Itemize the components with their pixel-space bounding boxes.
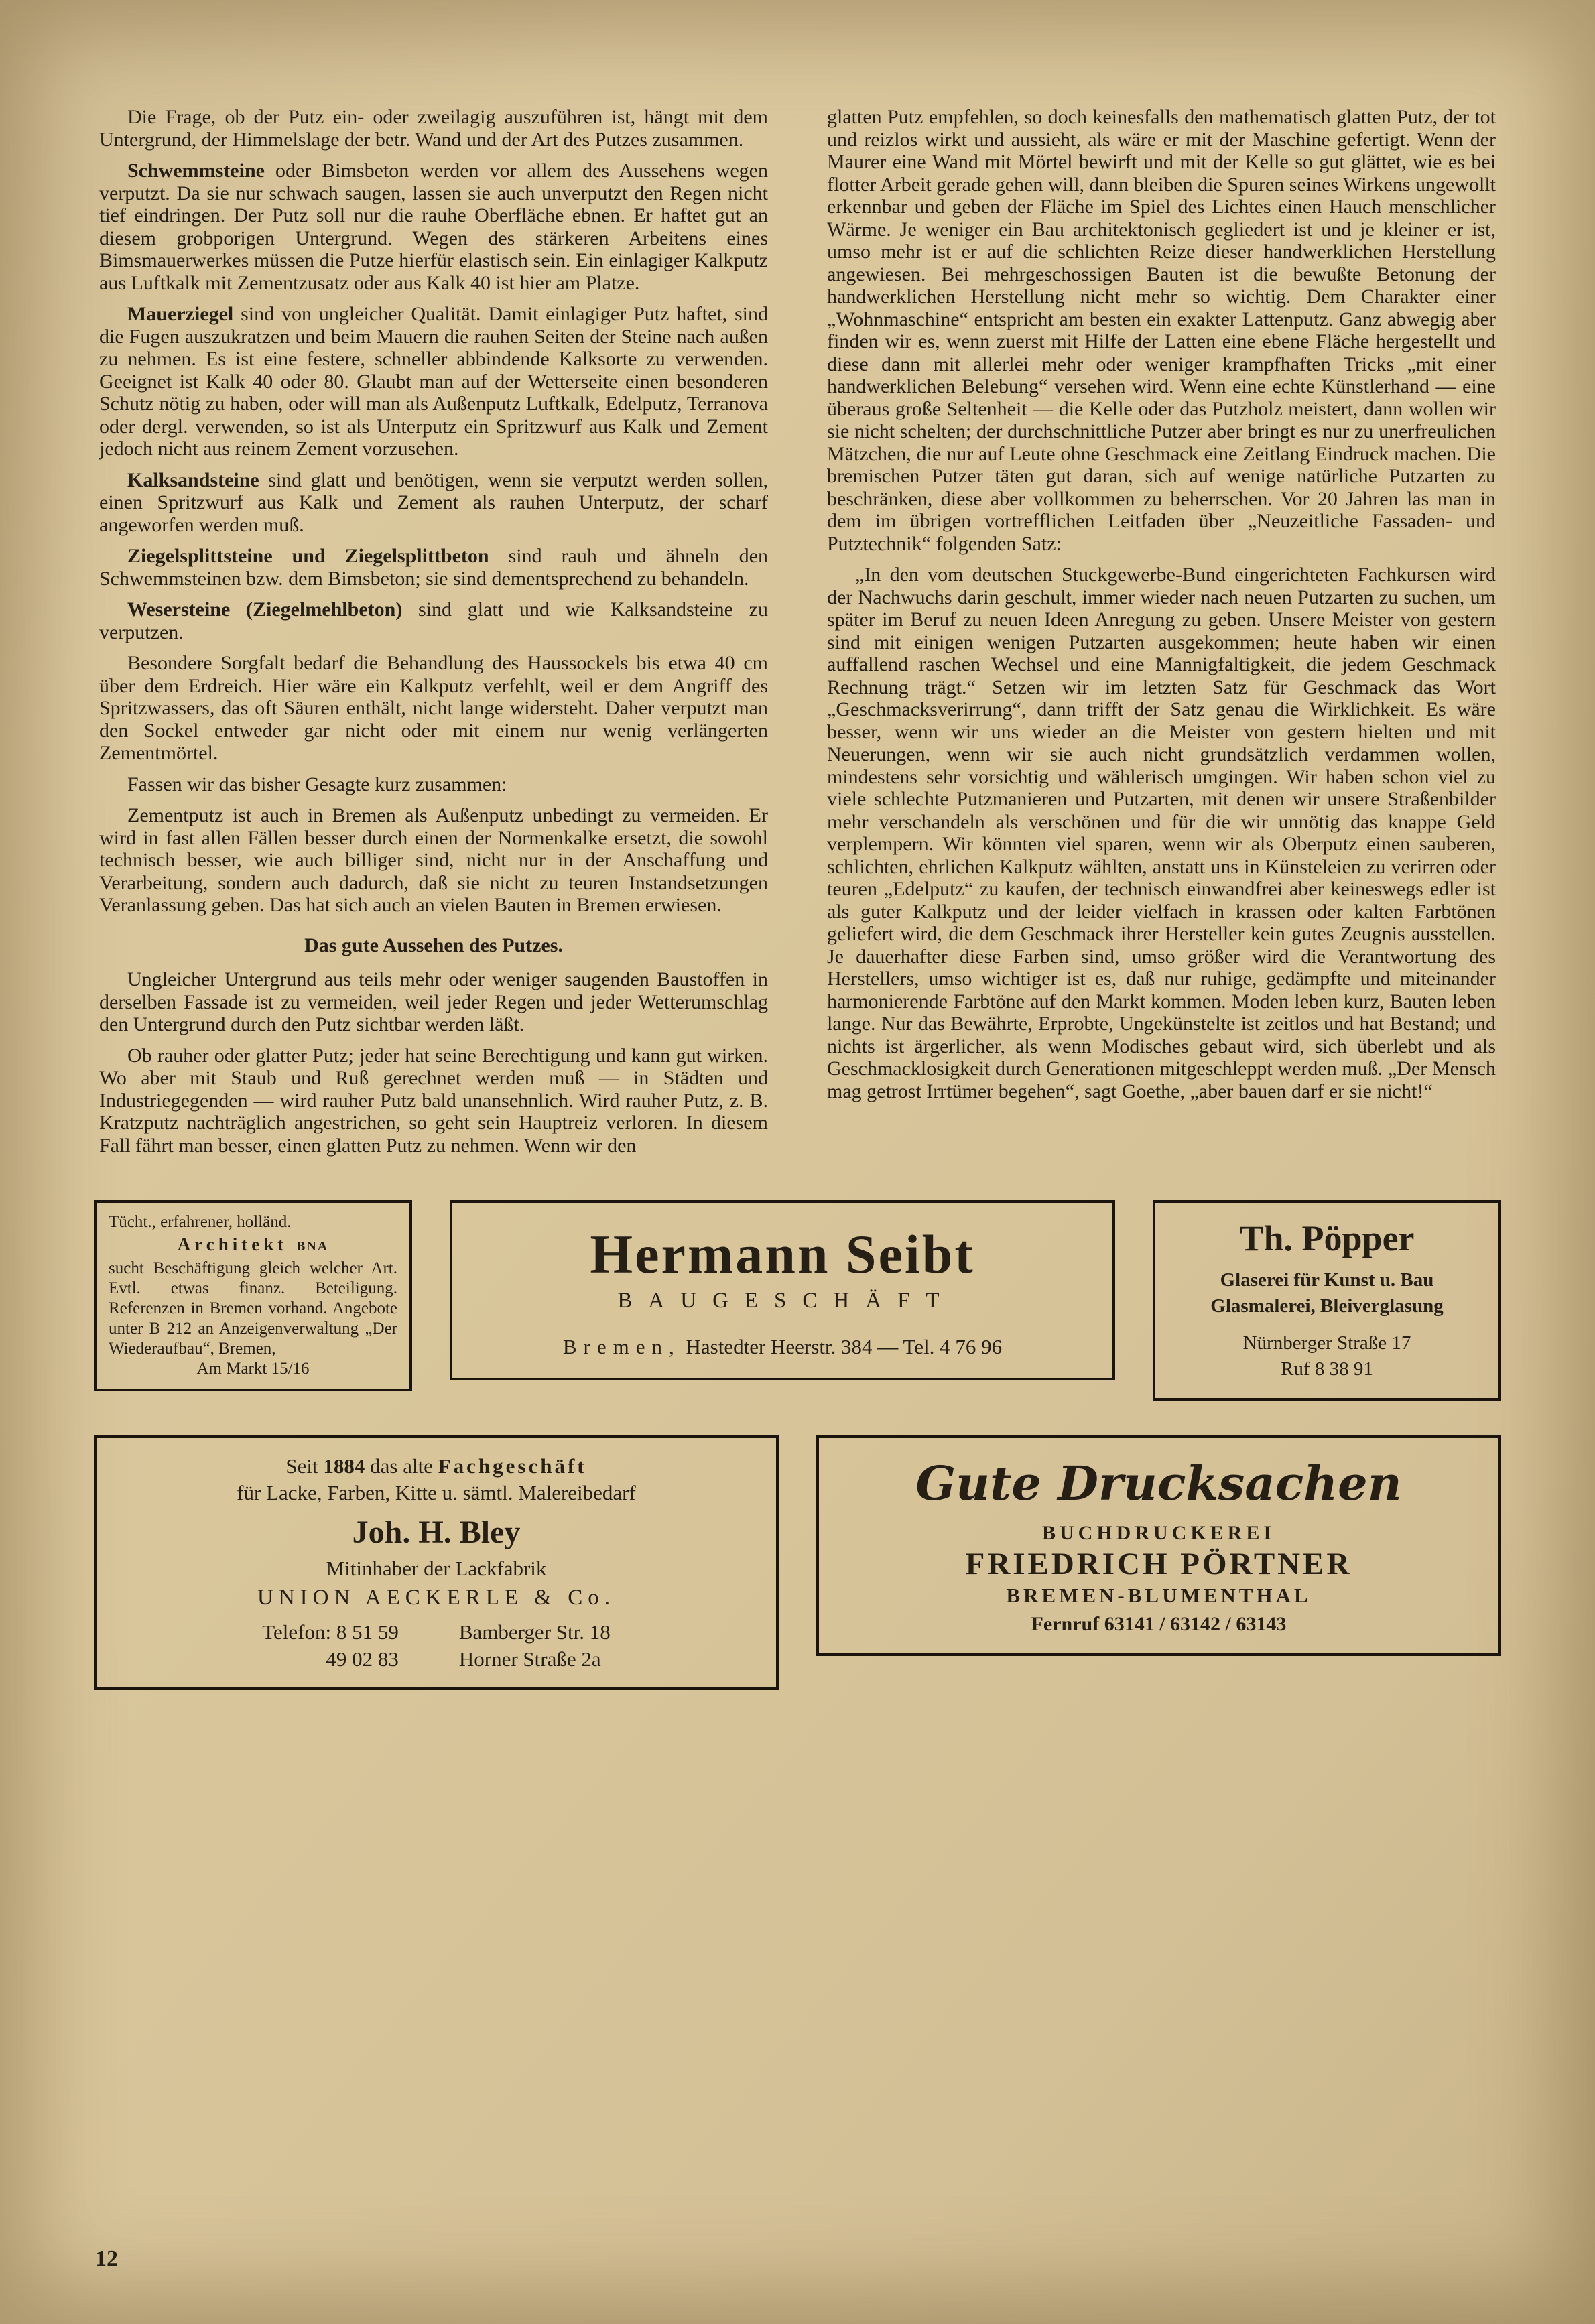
- paragraph: [99, 159, 768, 294]
- ad-bley-addresses: [459, 1619, 611, 1673]
- ad-architekt-last-line: Am Markt 15/16: [196, 1360, 310, 1378]
- paragraph: [99, 545, 768, 590]
- ad-architekt-body: sucht Beschäftigung gleich welcher Art. Evtl. etwas finanz. Beteiligung. Referenzen in Bremen vorhand. Angebote unter B 212 an Anzeigenverwaltung „Der Wiederaufbau“, Bremen,: [109, 1259, 397, 1358]
- paragraph-lead: Ziegelsplittsteine und Ziegelsplittbeton: [127, 545, 489, 567]
- ad-th-poepper: [1153, 1200, 1501, 1401]
- ad-seibt-name: Hermann Seibt: [590, 1224, 975, 1285]
- paragraph-text: Zementputz ist auch in Bremen als Außenputz unbedingt zu vermeiden. Er wird in fast allen Fällen besser durch einen der Normenkalke ersetzt, die sowohl technisch besser, wie auch billiger sind, nicht nur in der Anschaffung und Verarbeitung, sondern auch dadurch, daß sie nicht zu teuren Instandsetzungen Veranlassung geben. Das hat sich auch an vielen Bauten in Bremen erwiesen.: [99, 804, 768, 916]
- paragraph-text: Besondere Sorgfalt bedarf die Behandlung des Haussockels bis etwa 40 cm über dem Erdreich. Hier wäre ein Kalkputz verfehlt, weil er dem Angriff des Spritzwassers, das oft Säuren enthält, nicht lange widersteht. Daher verputzt man den Sockel entweder gar nicht oder mit einem nur wenig verlängerten Zementmörtel.: [99, 652, 768, 764]
- ad-bley-addr1: Bamberger Str. 18: [458, 1620, 611, 1644]
- paragraph-text: Fassen wir das bisher Gesagte kurz zusammen:: [127, 773, 507, 795]
- ad-bley-tel2: 49 02 83: [326, 1647, 399, 1671]
- ad-architekt-bna: BNA: [296, 1239, 329, 1254]
- ad-bley-line1: [113, 1453, 760, 1480]
- paragraph: [99, 303, 768, 460]
- paragraph: [99, 804, 768, 917]
- paragraph-text: oder Bimsbeton werden vor allem des Aussehens wegen verputzt. Da sie nur schwach saugen, lassen sie auch unverputzt den Regen nicht tief eindringen. Der Putz soll nur die rauhe Oberfläche ebnen. Er haftet gut an diesem grobporigen Untergrund. Wegen des stärkeren Arbeitens eines Bimsmauerwerkes müssen die Putze hierfür elastisch sein. Ein einlagiger Kalkputz aus Luftkalk mit Zementzusatz oder aus Kalk 40 ist hier am Platze.: [99, 159, 768, 294]
- ad-bley-line2: für Lacke, Farben, Kitte u. sämtl. Malereibedarf: [237, 1480, 636, 1504]
- ad-seibt-subtitle: BAUGESCHÄFT: [617, 1289, 956, 1313]
- section-heading: Das gute Aussehen des Putzes.: [304, 933, 563, 956]
- paragraph-text: sind glatt und benötigen, wenn sie verputzt werden sollen, einen Spritzwurf aus Kalk und Zement als rauhen Unterputz, der scharf angeworfen werden muß.: [99, 468, 768, 536]
- ad-bley-phones: [262, 1619, 399, 1673]
- ad-bley-l1-word: Fachgeschäft: [438, 1454, 587, 1478]
- ad-poepper-line1: Glaserei für Kunst u. Bau: [1220, 1269, 1434, 1291]
- paragraph: [99, 652, 768, 765]
- paragraph: [99, 106, 768, 151]
- ad-poepper-line2: Glasmalerei, Bleiverglasung: [1210, 1295, 1444, 1317]
- ad-friedrich-poertner: [816, 1435, 1501, 1656]
- ad-architekt-line1: Tücht., erfahrener, holländ.: [109, 1213, 292, 1231]
- left-column: [99, 106, 768, 1165]
- ad-bley-line3: Mitinhaber der Lackfabrik: [326, 1556, 547, 1580]
- ad-bley-l1-mid: das alte: [370, 1454, 433, 1478]
- ad-bley-addr2: Horner Straße 2a: [458, 1647, 601, 1671]
- ad-poepper-phone: Ruf 8 38 91: [1281, 1358, 1373, 1380]
- ad-poepper-name: Th. Pöpper: [1239, 1218, 1415, 1258]
- ad-poertner-phone: Fernruf 63141 / 63142 / 63143: [1031, 1612, 1287, 1635]
- paragraph: [99, 469, 768, 537]
- paragraph: [99, 773, 768, 796]
- paragraph-text: sind glatt und wie Kalksandsteine zu verputzen.: [99, 598, 768, 643]
- paragraph: [99, 1045, 768, 1157]
- paragraph-lead: Kalksandsteine: [127, 468, 259, 491]
- paragraph-lead: Wesersteine (Ziegelmehlbeton): [127, 598, 403, 621]
- ad-poertner-line2: BREMEN-BLUMENTHAL: [1006, 1583, 1312, 1607]
- paragraph-text: glatten Putz empfehlen, so doch keinesfalls den mathematisch glatten Putz, der tot und reizlos wirkt und aussieht, als wäre er mit der Maschine gefertigt. Wenn der Maurer eine Wand mit Mörtel bewirft und mit der Kelle so gut glättet, wie es bei flotter Arbeit gerade gehen will, dann bleiben die Spuren seines Wirkens ungewollt erkennbar und geben der Fläche im Spiel des Lichtes einen Hauch menschlicher Wärme. Je weniger ein Bau architektonisch gegliedert ist und je kleiner er ist, umso mehr ist er auf die schlichten Reize dieser handwerklichen Herstellung angewiesen. Bei mehrgeschossigen Bauten ist die bewußte Betonung der handwerklichen Herstellung nicht mehr so wichtig. Dem Charakter einer „Wohnmaschine“ entspricht am besten ein exakter Lattenputz. Ganz abwegig aber finden wir es, wenn zuerst mit Hilfe der Latten eine ebene Fläche hergestellt und diese dann mit allerlei mehr oder weniger krampfhaften Tricks „mit einer handwerklichen Belebung“ versehen wird. Wenn eine echte Künstlerhand — eine überaus große Seltenheit — die Kelle oder das Putzholz meistert, dann wollen wir sie nicht schelten; der durchschnittliche Putzer aber bringt es nur zu unerfreulichen Mätzchen, die nur auf Leute ohne Geschmack eine Zeitlang Eindruck machen. Die bremischen Putzer täten gut daran, sich auf wenige natürliche Putzarten zu beschränken, diese aber vollkommen zu beherrschen. Vor 20 Jahren las man in dem im übrigen vortrefflichen Leitfaden über „Neuzeitliche Fassaden- und Putztechnik“ folgenden Satz:: [827, 106, 1496, 555]
- ad-poepper-street: Nürnberger Straße 17: [1242, 1332, 1411, 1354]
- page-number: 12: [95, 2246, 118, 2271]
- ad-seibt-street: Hastedter Heerstr. 384 — Tel. 4 76 96: [686, 1335, 1003, 1358]
- ad-bley-l1-year: 1884: [323, 1454, 365, 1478]
- ad-bley-contact: [113, 1619, 760, 1673]
- paragraph: [827, 106, 1496, 555]
- right-column: [827, 106, 1496, 1165]
- ads-row-1: [94, 1200, 1501, 1401]
- paragraph-text: sind rauh und ähneln den Schwemmsteinen bzw. dem Bimsbeton; sie sind dementsprechend zu behandeln.: [99, 545, 768, 590]
- ad-architekt-title-word: Architekt: [177, 1234, 288, 1254]
- ad-seibt-city: Bremen,: [562, 1335, 681, 1358]
- paragraph-text: Die Frage, ob der Putz ein- oder zweilagig auszuführen ist, hängt mit dem Untergrund, der Himmelslage der betr. Wand und der Art des Putzes zusammen.: [99, 106, 768, 151]
- ad-bley-name: Joh. H. Bley: [352, 1514, 521, 1551]
- ads-row-2: [94, 1435, 1501, 1691]
- ad-bley-l1-pre: Seit: [285, 1454, 318, 1478]
- paragraph-lead: Schwemmsteine: [127, 159, 265, 182]
- ad-hermann-seibt: [450, 1200, 1115, 1380]
- ad-seibt-address: [468, 1335, 1096, 1359]
- ad-joh-bley: [94, 1435, 779, 1691]
- paragraph: [827, 564, 1496, 1102]
- paragraph-text: „In den vom deutschen Stuckgewerbe-Bund eingerichteten Fachkursen wird der Nachwuchs darin geschult, immer wieder nach neuen Putzarten zu suchen, um später im Beruf zu neuen Ideen Anregung zu geben. Unsere Meister von gestern sind mit einigen wenigen Putzarten ausgekommen; heute haben wir einen auffallend raschen Wechsel und eine Mannigfaltigkeit, die jedem Geschmack Rechnung trägt.“ Setzen wir im letzten Satz für Geschmack das Wort „Geschmacksverirrung“, dann trifft der Satz genau die Wirklichkeit. Es wäre besser, wenn wir uns wieder an die Meister von gestern hielten und mit Neuerungen, wenn wir sie auch nicht grundsätzlich verdammen wollen, mindestens sehr vorsichtig und wählerisch umgingen. Wir haben schon viel zu viele schlechte Putzmanieren und Putzarten, mit denen wir unsere Straßenbilder mehr verschandeln als verschönen und für die wir unnötig das knappe Geld verplempern. Wir könnten viel sparen, wenn wir als Oberputz einen sauberen, schlichten, ehrlichen Kalkputz wählten, anstatt uns in Künsteleien zu verirren oder teuren „Edelputz“ zu kaufen, der technisch einwandfrei aber keineswegs edler ist als guter Kalkputz und der leider vielfach in krassen oder kalten Farbtönen geliefert wird, die dem Geschmack ihrer Hersteller kein gutes Zeugnis ausstellen. Je dauerhafter diese Farben sind, umso größer wird die Verantwortung des Herstellers, umso wichtiger ist es, daß nur ruhige, gedämpfte und miteinander harmonierende Farbtöne auf den Markt kommen. Moden leben kurz, Bauten leben lange. Nur das Bewährte, Erprobte, Ungekünstelte ist zeitlos und hat Bestand; und nichts ist ärgerlicher, als wenn Modisches gebaut wird, sich überlebt und als Geschmacklosigkeit durch Generationen mitgeschleppt werden muß. „Der Mensch mag getrost Irrtümer begehen“, sagt Goethe, „aber bauen darf er sie nicht!“: [827, 564, 1496, 1102]
- ad-poertner-line1: BUCHDRUCKEREI: [1041, 1521, 1276, 1544]
- paragraph-text: sind von ungleicher Qualität. Damit einlagiger Putz haftet, sind die Fugen auszukratzen und beim Mauern die rauhen Seiten der Steine nach außen zu nehmen. Es ist eine festere, schneller abbindende Kalksorte zu verwenden. Geeignet ist Kalk 40 oder 80. Glaubt man auf der Wetterseite einen besonderen Schutz nötig zu haben, oder will man als Außenputz Luftkalk, Edelputz, Terranova oder dergl. verwenden, so ist als Unterputz ein Spritzwurf aus Kalk und Zement jedoch nicht aus reinem Zement vorzusehen.: [99, 303, 768, 460]
- ad-poertner-name: FRIEDRICH PÖRTNER: [965, 1546, 1352, 1581]
- paragraph: [99, 598, 768, 643]
- ad-poertner-script-title: Gute Drucksachen: [915, 1455, 1402, 1511]
- paragraph-lead: Mauerziegel: [127, 303, 234, 325]
- paragraph-text: Ob rauher oder glatter Putz; jeder hat seine Berechtigung und kann gut wirken. Wo aber mit Staub und Ruß gerechnet werden muß — in Städten und Industriegegenden — wird rauher Putz bald unansehnlich. Wird rauher Putz, z. B. Kratzputz nachträglich angestrichen, so geht sein Hauptreiz verloren. In diesem Fall fährt man besser, einen glatten Putz zu nehmen. Wenn wir den: [99, 1044, 768, 1157]
- ad-architekt: [94, 1200, 412, 1391]
- paragraph: [99, 968, 768, 1036]
- ad-bley-tel1: Telefon: 8 51 59: [262, 1620, 399, 1644]
- paragraph-text: Ungleicher Untergrund aus teils mehr oder weniger saugenden Baustoffen in derselben Fassade ist zu vermeiden, weil jeder Regen und jeder Wetterumschlag den Untergrund durch den Putz sichtbar werden läßt.: [99, 968, 768, 1035]
- ad-architekt-title: [109, 1234, 397, 1256]
- ad-bley-company: UNION AECKERLE & Co.: [257, 1585, 615, 1610]
